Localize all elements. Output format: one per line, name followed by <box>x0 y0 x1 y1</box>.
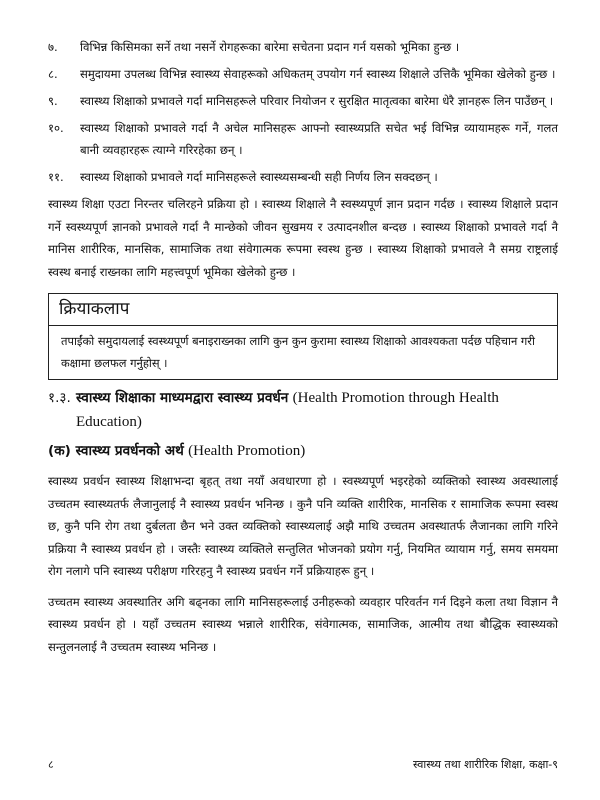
subsection-heading <box>48 440 558 462</box>
list-item-text: विभिन्न किसिमका सर्ने तथा नसर्ने रोगहरूका बारेमा सचेतना प्रदान गर्न यसको भूमिका हुन्छ । <box>80 40 460 54</box>
list-item <box>48 166 558 188</box>
subsection-title-np: (क) स्वास्थ्य प्रवर्धनको अर्थ <box>48 443 184 459</box>
book-title: स्वास्थ्य तथा शारीरिक शिक्षा, कक्षा-९ <box>413 758 558 771</box>
list-item <box>48 36 558 58</box>
body-paragraph: स्वास्थ्य प्रवर्धन स्वास्थ्य शिक्षाभन्दा बृहत् तथा नयाँ अवधारणा हो । स्वस्थ्यपूर्ण भइरहेको व्यक्तिको स्वास्थ्य अवस्थालाई उच्चतम स्वास्थ्यतर्फ लैजानुलाई नै स्वास्थ्य प्रवर्धन भनिन्छ । कुनै पनि व्यक्ति शारीरिक, मानसिक र सामाजिक रूपमा स्वस्थ छ, कुनै पनि रोग तथा दुर्बलता छैन भने उक्त व्यक्तिको स्वास्थ्यलाई अझै माथि उच्चतम अवस्थातर्फ लैजानका लागि गरिने प्रक्रिया नै स्वास्थ्य प्रवर्धन हो । जस्तैः स्वास्थ्य व्यक्तिले सन्तुलित भोजनको प्रयोग गर्नु, नियमित व्यायाम गर्नु, समय समयमा रोग नलागे पनि स्वास्थ्य परीक्षण गरिरहनु नै स्वास्थ्य प्रवर्धन गर्ने प्रक्रियाहरू हुन् । <box>48 474 558 578</box>
list-item-text: स्वास्थ्य शिक्षाको प्रभावले गर्दा मानिसहरूले स्वास्थ्यसम्बन्धी सही निर्णय लिन सक्दछन् । <box>80 170 438 184</box>
activity-heading: क्रियाकलाप <box>49 294 557 326</box>
section-title-np: स्वास्थ्य शिक्षाका माध्यमद्वारा स्वास्थ्य प्रवर्धन <box>76 390 289 406</box>
page-content <box>48 36 558 666</box>
list-item-text: स्वास्थ्य शिक्षाको प्रभावले गर्दा नै अचेल मानिसहरू आफ्नो स्वास्थ्यप्रति सचेत भई विभिन्न व्यायामहरू गर्ने, गलत बानी व्यवहारहरू त्याग्ने गरिरहेका छन् । <box>80 121 558 157</box>
list-item <box>48 90 558 112</box>
page-number: ८ <box>48 758 54 771</box>
subsection-title-en: (Health Promotion) <box>188 443 306 459</box>
list-item-number: ९. <box>48 94 58 108</box>
list-item-text: स्वास्थ्य शिक्षाको प्रभावले गर्दा मानिसहरूले परिवार नियोजन र सुरक्षित मातृत्वका बारेमा धेरै ज्ञानहरू लिन पाउँछन् । <box>80 94 554 108</box>
list-item <box>48 63 558 85</box>
list-item-text: समुदायमा उपलब्ध विभिन्न स्वास्थ्य सेवाहरूको अधिकतम् उपयोग गर्न स्वास्थ्य शिक्षाले उत्तिकै भूमिका खेलेको हुन्छ । <box>80 67 556 81</box>
activity-box <box>48 293 558 380</box>
section-heading <box>48 386 558 434</box>
activity-body: तपाईंको समुदायलाई स्वस्थ्यपूर्ण बनाइराख्नका लागि कुन कुन कुरामा स्वास्थ्य शिक्षाको आवश्यकता पर्दछ पहिचान गरी कक्षामा छलफल गर्नुहोस् । <box>61 334 535 370</box>
list-item-number: ७. <box>48 40 58 54</box>
body-paragraph: उच्चतम स्वास्थ्य अवस्थातिर अगि बढ्नका लागि मानिसहरूलाई उनीहरूको व्यवहार परिवर्तन गर्न दिइने कला तथा विज्ञान नै स्वास्थ्य प्रवर्धन हो । यहाँ उच्चतम स्वास्थ्य भन्नाले शारीरिक, संवेगात्मक, सामाजिक, आत्मीय तथा बौद्धिक स्वास्थ्यको सन्तुलनलाई नै उच्चतम स्वास्थ्य भनिन्छ । <box>48 594 558 654</box>
list-item-number: ८. <box>48 67 58 81</box>
section-title-en: (Health Promotion through Health Education) <box>76 390 499 430</box>
list-item-number: १०. <box>48 121 64 135</box>
section-number: १.३. <box>48 390 71 406</box>
list-item-number: ११. <box>48 170 64 184</box>
summary-paragraph: स्वास्थ्य शिक्षा एउटा निरन्तर चलिरहने प्रक्रिया हो । स्वास्थ्य शिक्षाले नै स्वस्थ्यपूर्ण ज्ञान प्रदान गर्दछ । स्वास्थ्य शिक्षाले प्रदान गर्ने स्वस्थ्यपूर्ण ज्ञानको प्रभावले गर्दा नै मान्छेको जीवन सुखमय र उत्पादनशील बन्दछ । स्वास्थ्य शिक्षाको प्रभावले गर्दा नै मानिस शारीरिक, मानसिक, सामाजिक तथा संवेगात्मक रूपमा स्वस्थ हुन्छ । स्वास्थ्य शिक्षाको प्रभावले नै समग्र राष्ट्रलाई स्वस्थ बनाई राख्नका लागि महत्त्वपूर्ण भूमिका खेलेको हुन्छ । <box>48 197 558 279</box>
list-item <box>48 117 558 161</box>
page-footer <box>48 757 558 772</box>
section-title <box>76 386 558 434</box>
